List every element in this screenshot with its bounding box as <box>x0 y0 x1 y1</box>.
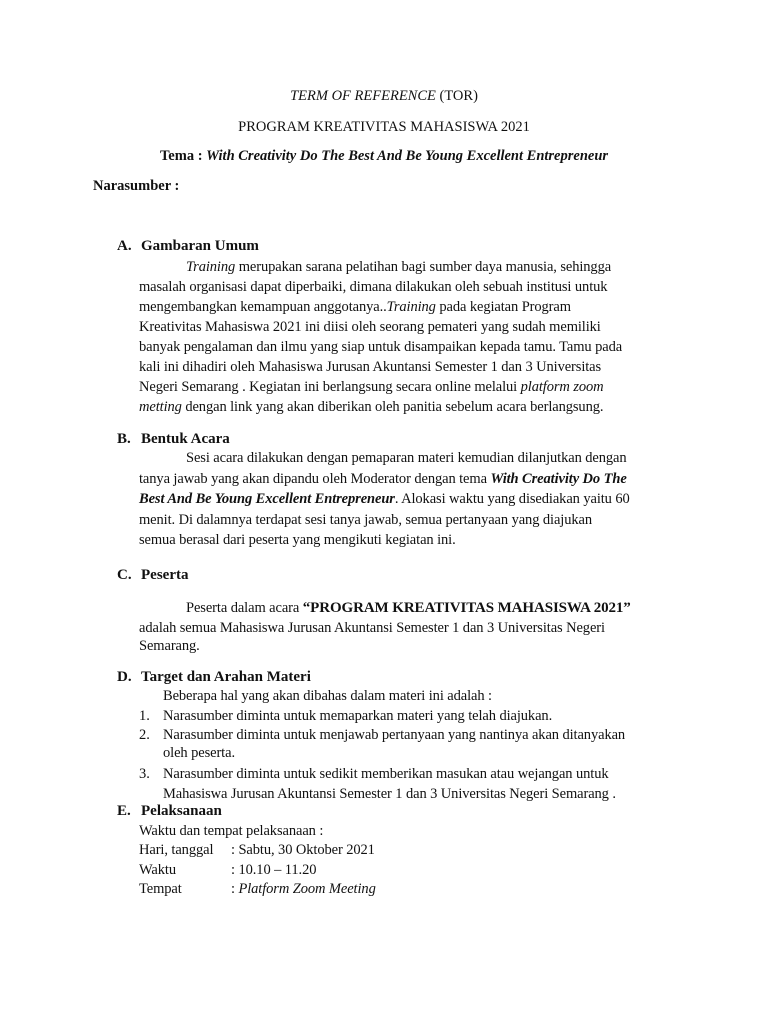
schedule-time: 10.10 – 11.20 <box>238 862 317 878</box>
section-a-text: masalah organisasi dapat diperbaiki, dimana dilakukan oleh sebuah institusi untuk <box>139 279 608 295</box>
section-b-line <box>139 489 630 510</box>
schedule-label: Waktu <box>139 862 176 878</box>
section-a-line <box>139 337 622 358</box>
list-item-number: 1. <box>139 708 150 724</box>
section-b-line <box>139 469 627 490</box>
schedule-date: Sabtu, 30 Oktober 2021 <box>238 842 375 858</box>
section-a-line <box>139 277 607 298</box>
schedule-separator: : <box>231 842 239 858</box>
section-d-letter: D. <box>117 669 132 685</box>
schedule-separator: : <box>231 862 239 878</box>
title-italic: TERM OF REFERENCE <box>290 88 436 104</box>
section-b-theme: Best And Be Young Excellent Entrepreneur <box>139 491 395 507</box>
list-item-number: 3. <box>139 766 150 782</box>
tema-value: With Creativity Do The Best And Be Young Excellent Entrepreneur <box>206 148 609 164</box>
section-a-text: banyak pengalaman dan ilmu yang siap untuk disampaikan kepada tamu. Tamu pada <box>139 339 623 355</box>
section-a-italic-term: metting <box>139 399 182 415</box>
section-a-text: merupakan sarana pelatihan bagi sumber daya manusia, sehingga <box>235 259 612 275</box>
section-a-line <box>186 257 611 278</box>
section-a-text: Negeri Semarang . Kegiatan ini berlangsung secara online melalui <box>139 379 521 395</box>
section-c-line: adalah semua Mahasiswa Jurusan Akuntansi Semester 1 dan 3 Universitas Negeri <box>139 620 605 636</box>
narasumber-label: Narasumber : <box>93 178 180 194</box>
section-a-text: Kreativitas Mahasiswa 2021 ini diisi oleh seorang pemateri yang sudah memiliki <box>139 319 601 335</box>
section-c-line <box>186 598 631 619</box>
title-suffix: (TOR) <box>435 88 478 104</box>
section-b-text: . Alokasi waktu yang disediakan yaitu 60 <box>394 491 630 507</box>
section-e-letter: E. <box>117 803 131 819</box>
document-title <box>0 86 768 107</box>
section-a-title: Gambaran Umum <box>141 238 259 254</box>
list-item-number: 2. <box>139 727 150 743</box>
section-b-text: tanya jawab yang akan dipandu oleh Moderator dengan tema <box>139 471 491 487</box>
section-a-line <box>139 377 604 398</box>
schedule-label: Hari, tanggal <box>139 842 214 858</box>
section-a-text: mengembangkan kemampuan anggotanya.. <box>139 299 387 315</box>
section-b-line: menit. Di dalamnya terdapat sesi tanya jawab, semua pertanyaan yang diajukan <box>139 512 593 528</box>
section-b-line: semua berasal dari peserta yang mengikuti kegiatan ini. <box>139 532 456 548</box>
section-a-letter: A. <box>117 238 132 254</box>
list-item: Mahasiswa Jurusan Akuntansi Semester 1 dan 3 Universitas Negeri Semarang . <box>163 786 616 802</box>
section-c-letter: C. <box>117 567 132 583</box>
schedule-label: Tempat <box>139 881 182 897</box>
schedule-value <box>231 879 376 900</box>
list-item: Narasumber diminta untuk sedikit memberikan masukan atau wejangan untuk <box>163 766 609 782</box>
list-item: Narasumber diminta untuk memaparkan materi yang telah diajukan. <box>163 708 553 724</box>
tema-line <box>0 146 768 167</box>
section-a-line <box>139 357 601 378</box>
section-d-intro: Beberapa hal yang akan dibahas dalam materi ini adalah : <box>163 688 492 704</box>
section-b-title: Bentuk Acara <box>141 431 230 447</box>
section-a-line <box>139 397 603 418</box>
schedule-value <box>231 860 316 881</box>
list-item: Narasumber diminta untuk menjawab pertanyaan yang nantinya akan ditanyakan <box>163 727 626 743</box>
section-a-text: kali ini dihadiri oleh Mahasiswa Jurusan Akuntansi Semester 1 dan 3 Universitas <box>139 359 602 375</box>
section-c-program: “PROGRAM KREATIVITAS MAHASISWA 2021” <box>302 600 631 616</box>
section-a-italic-term: Training <box>386 299 436 315</box>
program-title: PROGRAM KREATIVITAS MAHASISWA 2021 <box>238 119 530 135</box>
section-a-text: dengan link yang akan diberikan oleh panitia sebelum acara berlangsung. <box>181 399 604 415</box>
list-item: oleh peserta. <box>163 745 235 761</box>
section-c-line: Semarang. <box>139 638 200 654</box>
section-a-italic-term: Training <box>186 259 236 275</box>
section-e-intro: Waktu dan tempat pelaksanaan : <box>139 823 324 839</box>
schedule-value <box>231 840 375 861</box>
section-b-theme: With Creativity Do The <box>490 471 627 487</box>
section-a-text: pada kegiatan Program <box>435 299 571 315</box>
section-c-title: Peserta <box>141 567 189 583</box>
section-a-italic-term: platform zoom <box>520 379 604 395</box>
section-e-title: Pelaksanaan <box>141 803 222 819</box>
schedule-place: Platform Zoom Meeting <box>238 881 376 897</box>
section-b-letter: B. <box>117 431 131 447</box>
section-d-title: Target dan Arahan Materi <box>141 669 311 685</box>
section-a-line <box>139 297 571 318</box>
section-a-line <box>139 317 601 338</box>
schedule-separator: : <box>231 881 239 897</box>
section-c-text: Peserta dalam acara <box>186 600 303 616</box>
tema-label: Tema : <box>159 148 207 164</box>
section-b-line: Sesi acara dilakukan dengan pemaparan materi kemudian dilanjutkan dengan <box>186 450 627 466</box>
